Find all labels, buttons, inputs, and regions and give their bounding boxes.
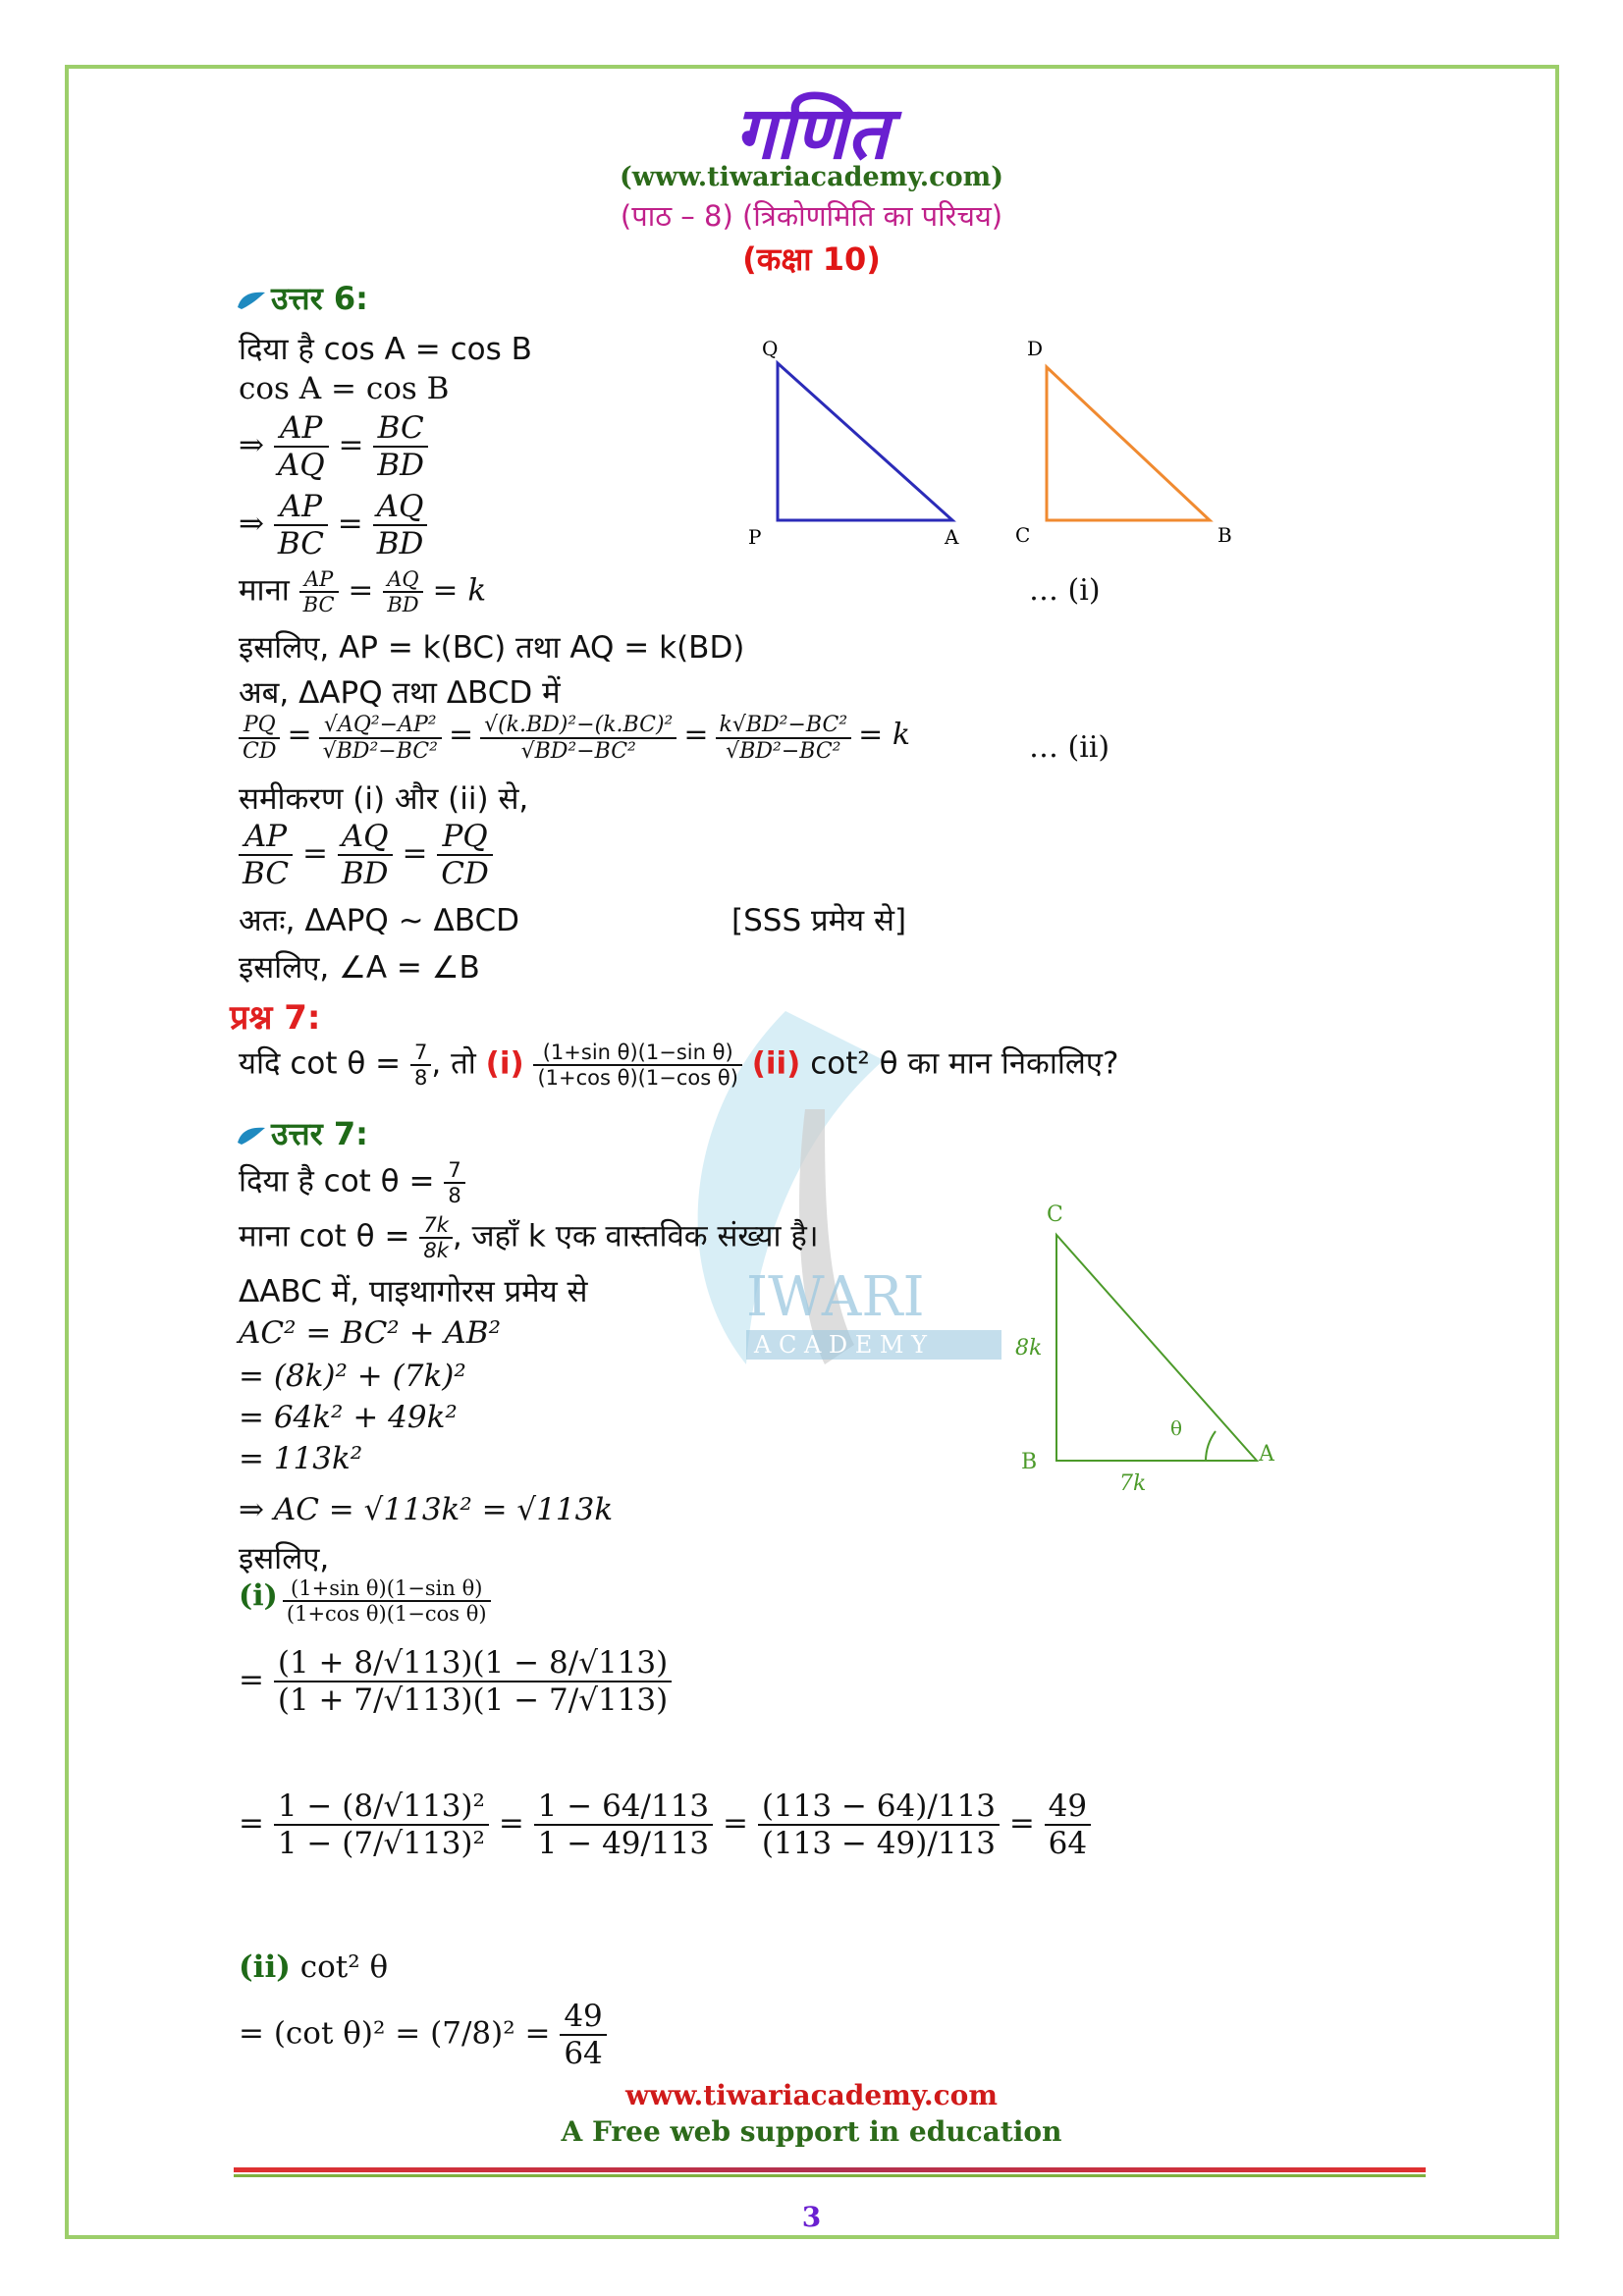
page-title: गणित [734, 91, 889, 176]
answer-7-step-1: AC² = BC² + AB² [239, 1315, 501, 1351]
footer-divider [234, 2167, 1426, 2172]
answer-6-conclusion: इसलिए, ∠A = ∠B [239, 950, 480, 986]
side-7k: 7k [1119, 1471, 1147, 1490]
triangle-bcd [1047, 367, 1210, 520]
answer-6-ratio-3: $\frac{AP}{BC}$ = $\frac{AQ}{BD}$ = $\frac{PQ}{CD}$ [239, 819, 493, 891]
leaf-logo-icon [236, 1125, 269, 1147]
vertex-b: B [1217, 523, 1232, 547]
answer-7-pythagoras: ΔABC में, पाइथागोरस प्रमेय से [239, 1274, 588, 1309]
answer-7-let: माना cot θ = $\frac{7k}{8k}$ , जहाँ k एक वास्तविक संख्या है। [239, 1213, 819, 1262]
answer-7-part-i: (i) $\frac{\text{(1+sin θ)(1−sin θ)}}{\text{(1+cos θ)(1−cos θ)}}$ [239, 1576, 491, 1626]
answer-7-simplification: = $\frac{\text{1 − (8/√113)²}}{\text{1 − (7/√113)²}}$ = $\frac{1 - 64/113}{1 - 49/113}$ = $\frac{(113 - 64)/113}{(113 - 49)/113}$ = $\frac{49}{64}$ [239, 1789, 1091, 1861]
vertex-a: A [1259, 1442, 1274, 1467]
vertex-d: D [1027, 337, 1044, 360]
answer-7-final: = (cot θ)² = (7/8)² = $\frac{49}{64}$ [239, 1999, 607, 2071]
answer-7-step-4: = 113k² [239, 1441, 363, 1476]
answer-6-ratio-2: ⇒ $\frac{AP}{BC}$ = $\frac{AQ}{BD}$ [239, 489, 427, 561]
answer-7-given: दिया है cot θ = $\frac{7}{8}$ [239, 1158, 465, 1207]
answer-6-line-1: cos A = cos B [239, 371, 450, 406]
answer-6-given: दिया है cos A = cos B [239, 332, 532, 367]
page-number: 3 [801, 2201, 822, 2233]
answer-6-let: माना $\frac{AP}{BC}$ = $\frac{AQ}{BD}$ = k [239, 567, 487, 616]
class-heading: (कक्षा 10) [742, 240, 881, 278]
answer-7-heading: उत्तर 7: [236, 1112, 368, 1154]
answer-6-ratio-1: ⇒ $\frac{AP}{AQ}$ = $\frac{BC}{BD}$ [239, 410, 428, 483]
answer-6-ab: अब, ΔAPQ तथा ΔBCD में [239, 675, 561, 711]
question-7-heading: प्रश्न 7: [230, 998, 321, 1038]
footer-tagline: A Free web support in education [561, 2115, 1062, 2148]
leaf-logo-icon [236, 290, 269, 311]
answer-7-step-5: ⇒ AC = √113k² = √113k [239, 1492, 614, 1527]
vertex-c: C [1015, 523, 1031, 547]
vertex-a: A [945, 525, 959, 549]
answer-7-isliye: इसलिए, [239, 1541, 330, 1576]
answer-6-ratio-chain: $\frac{PQ}{CD}$ = $\frac{\text{√AQ²−AP²}}{\text{√BD²−BC²}}$ = $\frac{\text{√(k.BD)²−(k.BC)²}}{\text{√BD²−BC²}}$ = $\frac{\text{k√BD²−BC²}}{\text{√BD²−BC²}}$ = k [239, 713, 910, 764]
answer-6-isliye: इसलिए, AP = k(BC) तथा AQ = k(BD) [239, 630, 745, 666]
vertex-p: P [748, 525, 762, 549]
side-8k: 8k [1015, 1336, 1043, 1361]
triangle-abc-shape [1056, 1235, 1257, 1461]
answer-7-substitution: = $\frac{(1 + 8/√113)(1 - 8/√113)}{(1 + 7/√113)(1 - 7/√113)}$ [239, 1645, 672, 1718]
vertex-c: C [1047, 1202, 1063, 1227]
question-7-text: यदि cot θ = $\frac{7}{8}$ , तो (i) $\frac{\text{(1+sin θ)(1−sin θ)}}{\text{(1+cos θ)(1−cos θ)}}$ (ii) cot² θ का मान निकालिए? [239, 1041, 1119, 1090]
watermark-text-2: A C A D E M Y [754, 1331, 927, 1359]
vertex-q: Q [762, 337, 779, 360]
triangle-abc [1001, 1196, 1316, 1490]
footer-site-url[interactable]: www.tiwariacademy.com [625, 2079, 998, 2111]
equation-ref-1: … (i) [1029, 573, 1101, 608]
angle-theta: θ [1170, 1416, 1183, 1440]
watermark-text-1: IWARI [746, 1265, 925, 1329]
answer-7-step-2: = (8k)² + (7k)² [239, 1359, 466, 1394]
answer-7-part-ii: (ii) cot² θ [239, 1949, 389, 1985]
vertex-b: B [1021, 1450, 1038, 1474]
answer-7-step-3: = 64k² + 49k² [239, 1400, 458, 1435]
footer-divider-green [234, 2174, 1426, 2177]
answer-6-heading: उत्तर 6: [236, 277, 368, 319]
answer-6-atah: अतः, ΔAPQ ~ ΔBCD [239, 903, 519, 938]
angle-arc [1206, 1431, 1216, 1461]
answer-6-samikaran: समीकरण (i) और (ii) से, [239, 781, 529, 817]
triangle-apq [778, 363, 952, 520]
equation-ref-2: … (ii) [1029, 730, 1110, 765]
triangles-apq-bcd [746, 334, 1276, 560]
chapter-heading: (पाठ – 8) (त्रिकोणमिति का परिचय) [620, 199, 1003, 233]
site-url-top: (www.tiwariacademy.com) [620, 162, 1003, 192]
sss-theorem-note: [SSS प्रमेय से] [731, 903, 907, 938]
